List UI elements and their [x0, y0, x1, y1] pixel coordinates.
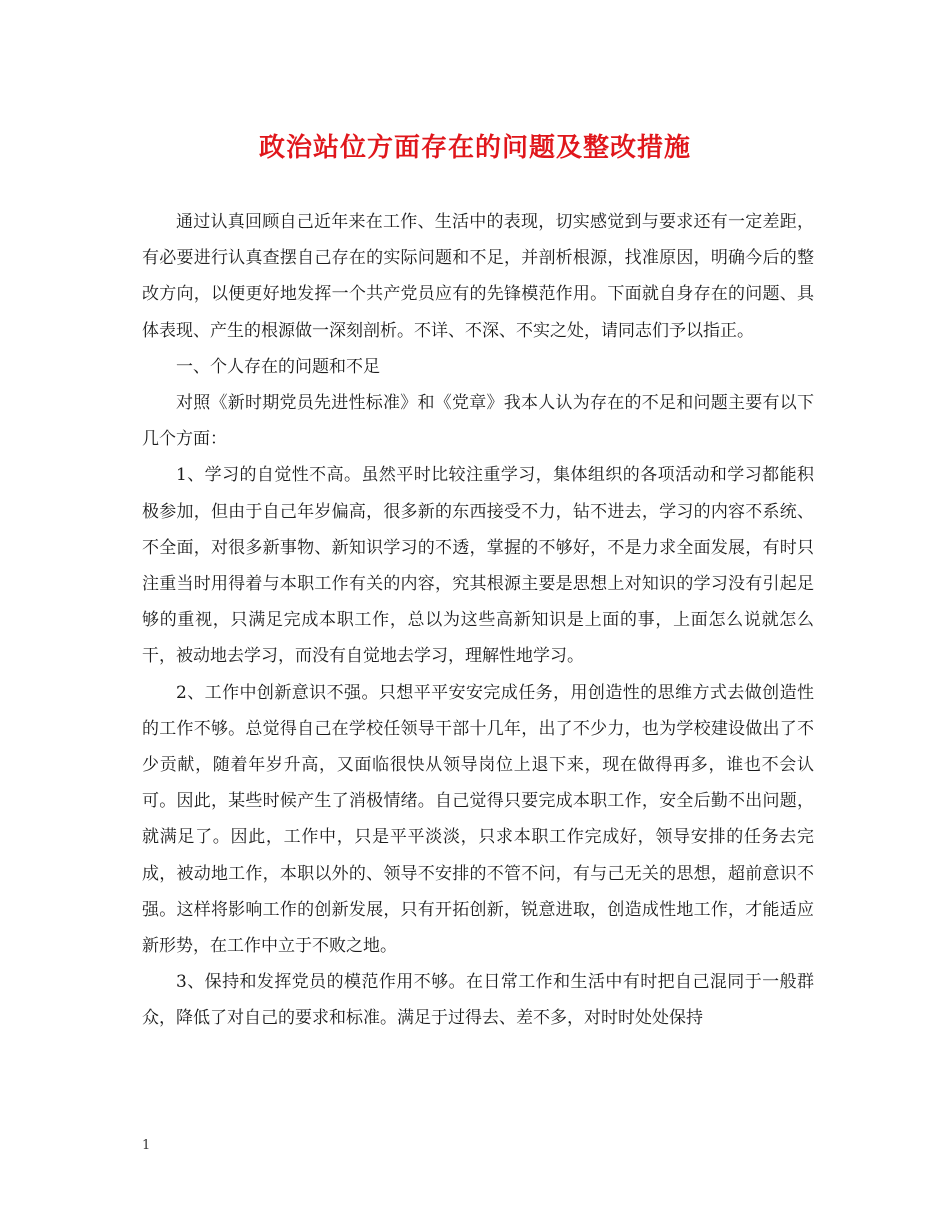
paragraph-intro: 通过认真回顾自己近年来在工作、生活中的表现，切实感觉到与要求还有一定差距，有必要进行认真查摆自己存在的实际问题和不足，并剖析根源，找准原因，明确今后的整改方向，以便更好地发挥一个共产党员应有的先锋模范作用。下面就自身存在的问题、具体表现、产生的根源做一深刻剖析。不详、不深、不实之处，请同志们予以指正。: [142, 212, 814, 341]
paragraph-item-3: 3、保持和发挥党员的模范作用不够。在日常工作和生活中有时把自己混同于一般群众，降低了对自己的要求和标准。满足于过得去、差不多，对时时处处保持: [142, 972, 814, 1029]
paragraph-standards: 对照《新时期党员先进性标准》和《党章》我本人认为存在的不足和问题主要有以下几个方面：: [142, 393, 814, 450]
paragraph-item-2: 2、工作中创新意识不强。只想平平安安完成任务，用创造性的思维方式去做创造性的工作不够。总觉得自己在学校任领导干部十几年，出了不少力，也为学校建设做出了不少贡献，随着年岁升高，又面临很快从领导岗位上退下来，现在做得再多，谁也不会认可。因此，某些时候产生了消极情绪。自己觉得只要完成本职工作，安全后勤不出问题，就满足了。因此，工作中，只是平平淡淡，只求本职工作完成好，领导安排的任务去完成，被动地工作，本职以外的、领导不安排的不管不问，有与己无关的思想，超前意识不强。这样将影响工作的创新发展，只有开拓创新，锐意进取，创造成性地工作，才能适应新形势，在工作中立于不败之地。: [142, 682, 814, 957]
document-body: [142, 204, 814, 1037]
paragraph-item-1: 1、学习的自觉性不高。虽然平时比较注重学习，集体组织的各项活动和学习都能积极参加，但由于自己年岁偏高，很多新的东西接受不力，钻不进去，学习的内容不系统、不全面，对很多新事物、新知识学习的不透，掌握的不够好，不是力求全面发展，有时只注重当时用得着与本职工作有关的内容，究其根源主要是思想上对知识的学习没有引起足够的重视，只满足完成本职工作，总以为这些高新知识是上面的事，上面怎么说就怎么干，被动地去学习，而没有自觉地去学习，理解性地学习。: [142, 465, 814, 667]
page-number: 1: [142, 1138, 151, 1153]
document-title: 政治站位方面存在的问题及整改措施: [258, 133, 691, 163]
section-heading: 一、个人存在的问题和不足: [176, 356, 380, 377]
